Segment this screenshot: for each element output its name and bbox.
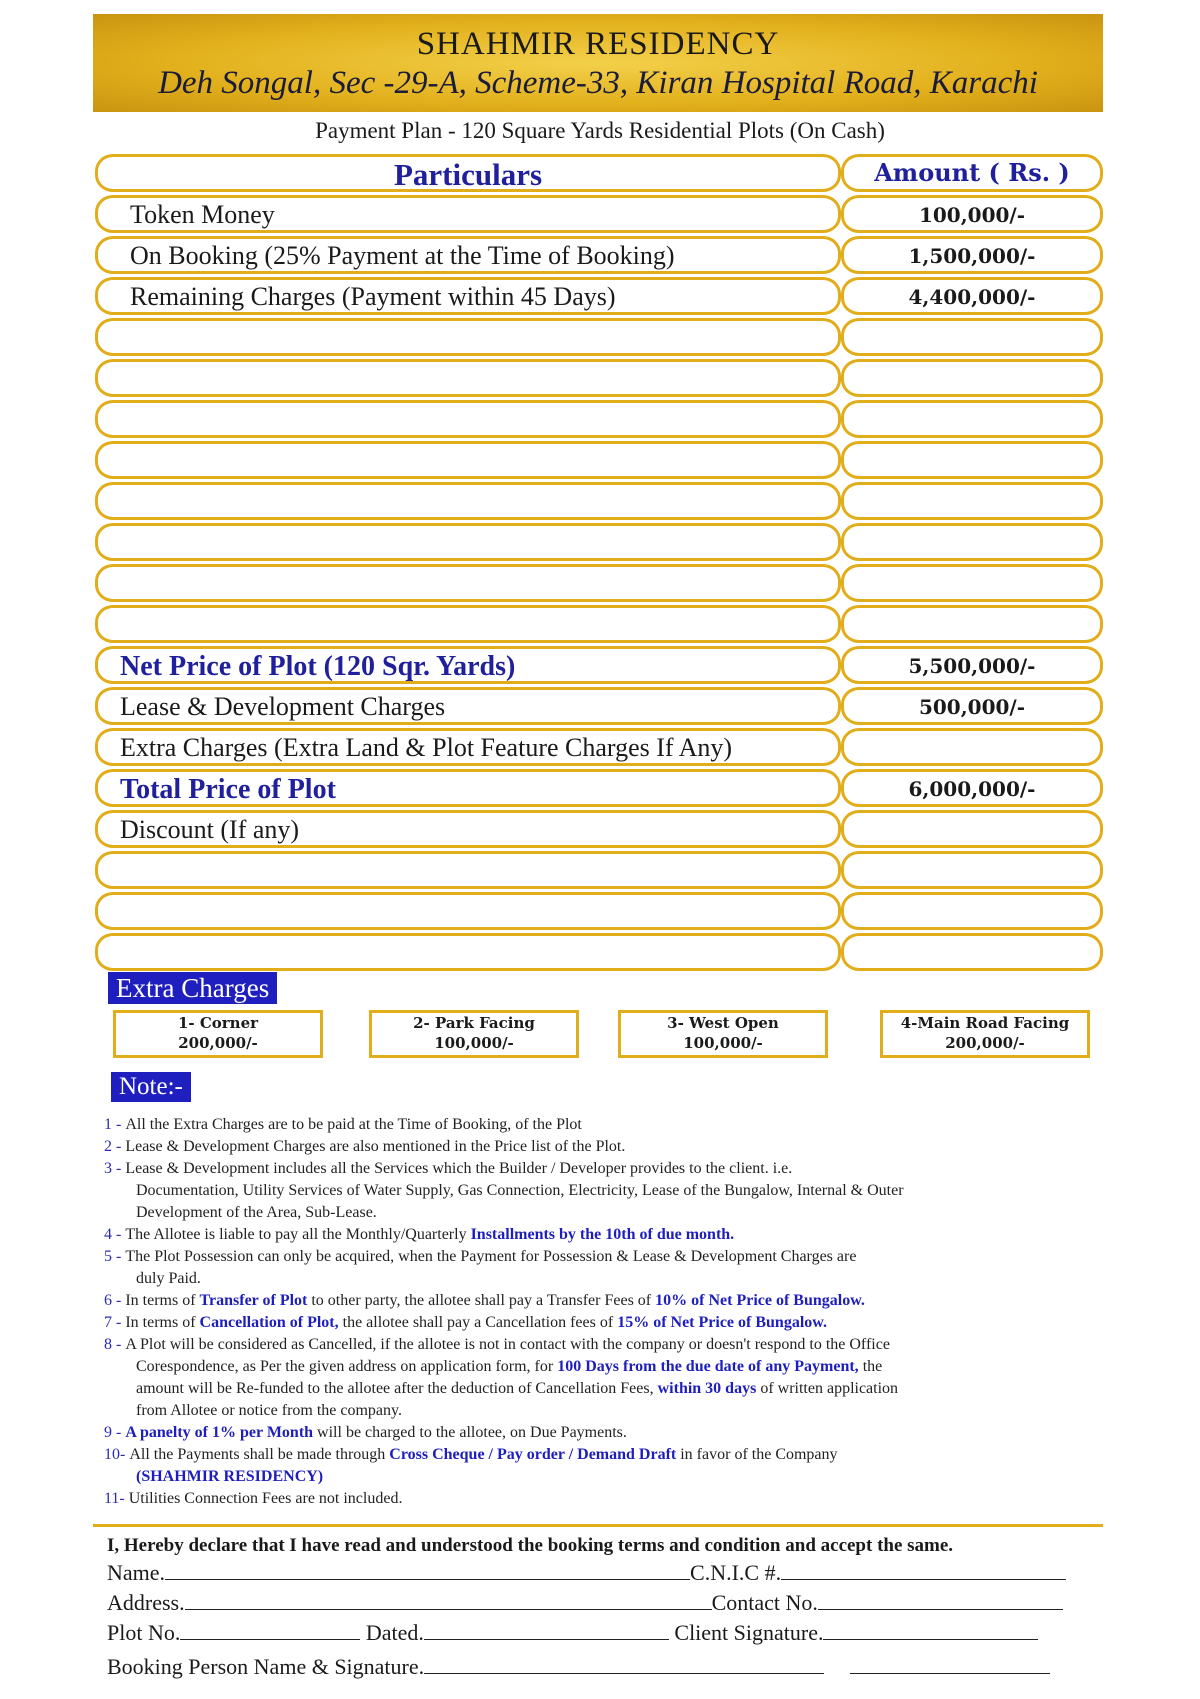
project-title: SHAHMIR RESIDENCY — [416, 26, 780, 62]
empty-row — [95, 359, 1103, 395]
extra-charge-label: 2- Park Facing — [413, 1014, 535, 1032]
header-banner — [93, 14, 1103, 112]
declaration-text: I, Hereby declare that I have read and understood the booking terms and condition and accept the same. — [107, 1535, 954, 1556]
extra-charges-label: Extra Charges — [120, 733, 268, 762]
plot-field[interactable]: Plot No. Dated. Client Signature. — [107, 1620, 1038, 1646]
particulars-header: Particulars — [393, 157, 543, 192]
row-amount: 100,000/- — [918, 203, 1026, 227]
net-price-amount: 5,500,000/- — [908, 654, 1036, 678]
note-item: 10- All the Payments shall be made through Cross Cheque / Pay order / Demand Draft in favor of the Company (SHAHMIR RESIDENCY) — [104, 1446, 838, 1485]
note-tag: Note:- — [111, 1072, 191, 1102]
table-row — [95, 236, 1103, 272]
row-amount: 1,500,000/- — [908, 244, 1036, 268]
empty-row — [95, 933, 1103, 969]
note-item: 3 - Lease & Development includes all the Services which the Builder / Developer provides to the client. i.e. Documentation, Utility Services of Water Supply, Gas Connection, Electricity, Lease of the Bungalow, Internal & Outer Development of the Area, Sub-Lease. — [104, 1160, 904, 1221]
empty-row — [95, 318, 1103, 354]
extra-charge-amount: 200,000/- — [945, 1034, 1025, 1052]
payment-plan-subtitle: Payment Plan - 120 Square Yards Residential Plots (On Cash) — [315, 118, 885, 143]
note-item: 2 - Lease & Development Charges are also mentioned in the Price list of the Plot. — [104, 1138, 626, 1155]
empty-row — [95, 482, 1103, 518]
note-item: 9 - A panelty of 1% per Month will be charged to the allotee, on Due Payments. — [104, 1424, 627, 1441]
row-amount: 4,400,000/- — [908, 285, 1036, 309]
extra-charge-label: 1- Corner — [177, 1014, 259, 1032]
lease-amount: 500,000/- — [918, 695, 1026, 719]
lease-label: Lease & Development Charges — [120, 692, 446, 721]
empty-row — [95, 400, 1103, 436]
address-field[interactable]: Address. Contact No. — [107, 1590, 1063, 1616]
note-item: 1 - All the Extra Charges are to be paid at the Time of Booking, of the Plot — [104, 1116, 582, 1133]
total-price-amount: 6,000,000/- — [908, 777, 1036, 801]
empty-row — [95, 605, 1103, 641]
lease-row — [95, 687, 1103, 723]
discount-row — [95, 810, 1103, 846]
extra-charge-label: 3- West Open — [667, 1014, 779, 1032]
net-price-label: Net Price of Plot (120 Sqr. Yards) — [120, 651, 516, 682]
note-item: 8 - A Plot will be considered as Cancelled, if the allotee is not in contact with the company or doesn't respond to the Office Corespondence, as Per the given address on application form, for 100 Days from the due date of any Payment, the amount will be Re-funded to the allotee after the deduction of Cancellation Fees, within 30 days of written application from Allotee or notice from the company. — [104, 1336, 899, 1419]
name-field[interactable]: Name. C.N.I.C #. — [107, 1560, 1066, 1586]
extra-charges-tag: Extra Charges — [108, 972, 277, 1004]
extra-charges-label-wrap — [120, 733, 732, 763]
row-label: On Booking (25% Payment at the Time of Booking) — [130, 241, 675, 270]
net-price-row — [95, 646, 1103, 682]
discount-label: Discount (If any) — [120, 815, 300, 844]
declaration-section — [93, 1524, 1103, 1557]
total-price-row — [95, 769, 1103, 805]
empty-row — [95, 441, 1103, 477]
row-label: Token Money — [130, 200, 275, 229]
table-header-row — [95, 154, 1103, 190]
extra-charge-box — [618, 1010, 828, 1058]
total-price-label: Total Price of Plot — [120, 774, 336, 805]
note-item: 5 - The Plot Possession can only be acquired, when the Payment for Possession & Lease & Development Charges are duly Paid. — [104, 1248, 857, 1287]
note-item: 11- Utilities Connection Fees are not included. — [104, 1490, 403, 1507]
empty-row — [95, 851, 1103, 887]
note-item: 4 - The Allotee is liable to pay all the Monthly/Quarterly Installments by the 10th of due month. — [104, 1226, 735, 1243]
project-address: Deh Songal, Sec -29-A, Scheme-33, Kiran Hospital Road, Karachi — [158, 65, 1038, 101]
table-row — [95, 195, 1103, 231]
extra-charges-row — [95, 728, 1103, 764]
extra-charge-box — [369, 1010, 579, 1058]
extra-charge-box — [880, 1010, 1090, 1058]
extra-charges-note: (Extra Land & Plot Feature Charges If Any) — [274, 733, 733, 762]
extra-charge-amount: 100,000/- — [434, 1034, 514, 1052]
extra-charge-amount: 200,000/- — [178, 1034, 258, 1052]
empty-row — [95, 564, 1103, 600]
empty-row — [95, 523, 1103, 559]
extra-charge-box — [113, 1010, 323, 1058]
amount-header: Amount ( Rs. ) — [874, 158, 1070, 187]
booking-person-field[interactable]: Booking Person Name & Signature. — [107, 1654, 1050, 1680]
note-item: 6 - In terms of Transfer of Plot to other party, the allotee shall pay a Transfer Fees of 10% of Net Price of Bungalow. — [104, 1292, 865, 1309]
notes-list — [104, 1114, 1114, 1510]
extra-charge-amount: 100,000/- — [683, 1034, 763, 1052]
empty-row — [95, 892, 1103, 928]
note-item: 7 - In terms of Cancellation of Plot, the allotee shall pay a Cancellation fees of 15% of Net Price of Bungalow. — [104, 1314, 827, 1331]
row-label: Remaining Charges (Payment within 45 Days) — [130, 282, 616, 311]
table-row — [95, 277, 1103, 313]
extra-charge-label: 4-Main Road Facing — [900, 1014, 1070, 1032]
